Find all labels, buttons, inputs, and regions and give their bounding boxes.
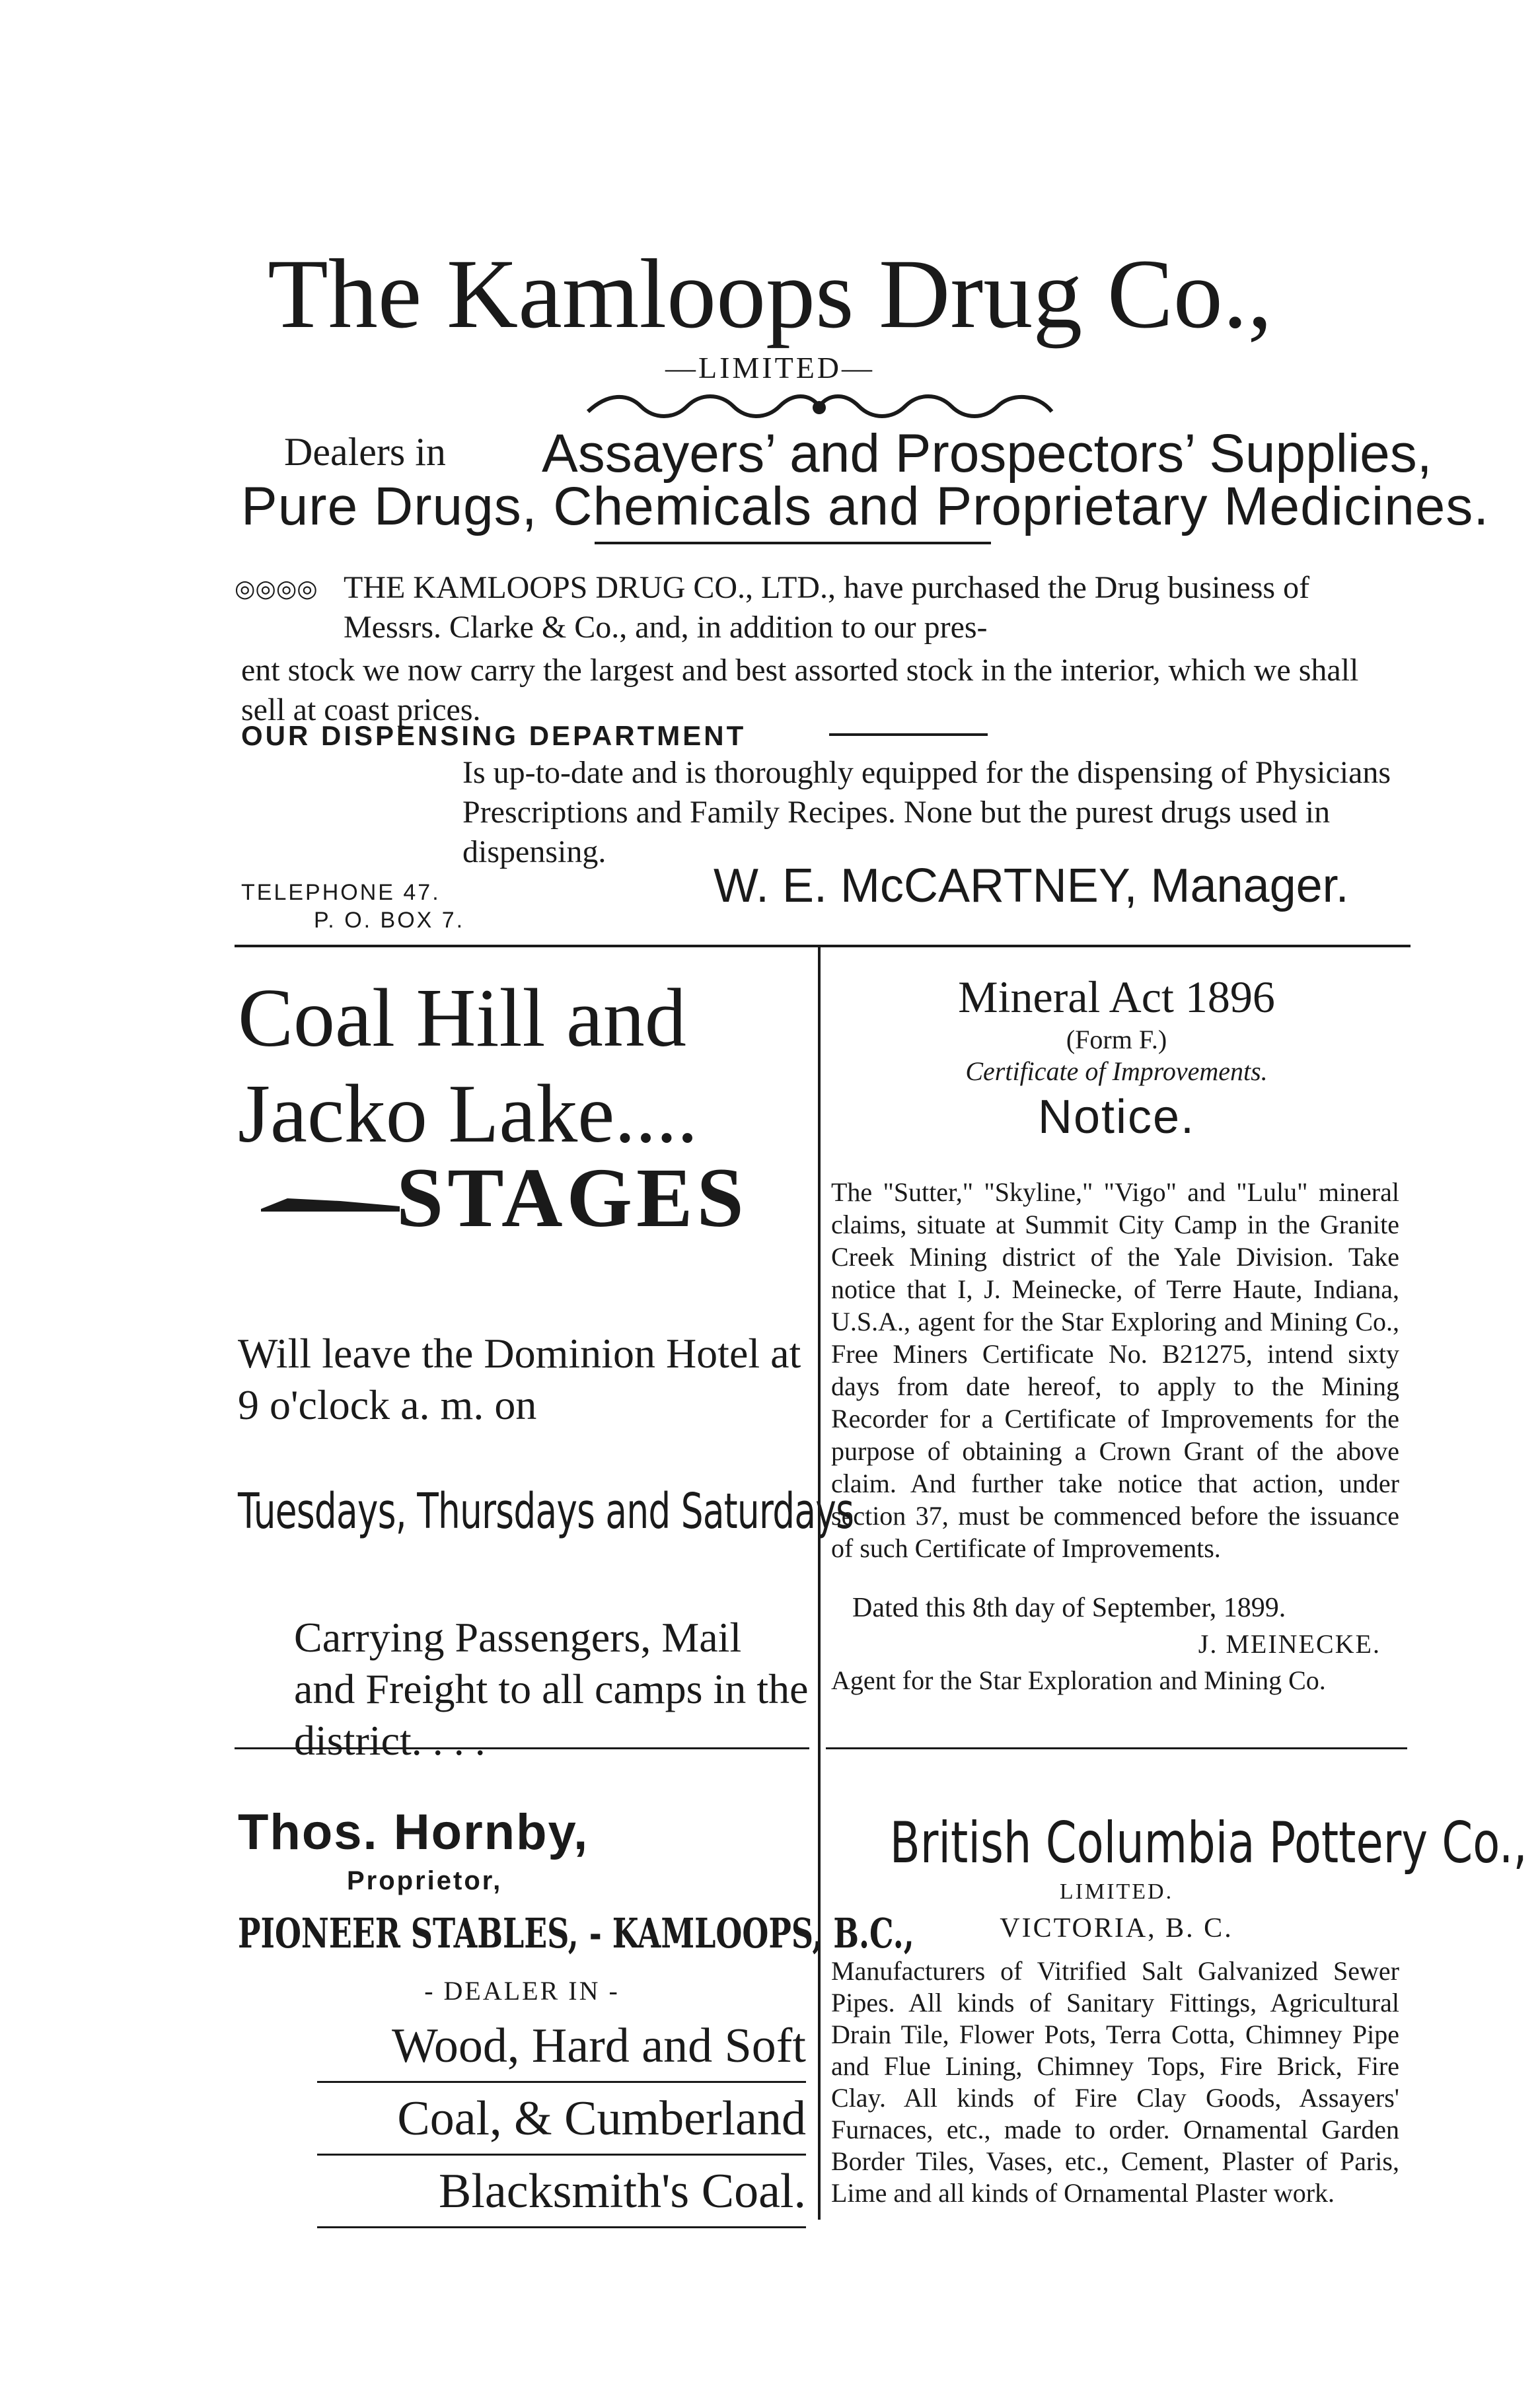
hornby-line-3: Blacksmith's Coal. [439,2164,806,2218]
mineral-act-signature: J. MEINECKE. [1198,1629,1381,1659]
hornby-name: Thos. Hornby, [238,1804,589,1860]
dispensing-body: Is up-to-date and is thoroughly equipped for the dispensing of Physicians Prescriptions and Family Recipes. None but the purest drugs used in dispensing. [462,755,1391,869]
kamloops-limited: —LIMITED— [665,351,875,384]
kamloops-body-line-2: ent stock we now carry the largest and best assorted stock in the interior, which we shall sell at coast prices. [241,653,1359,727]
manager-name: W. E. McCARTNEY, Manager. [714,859,1349,912]
coal-hill-title-1: Coal Hill and [238,972,686,1064]
bc-pottery-title: British Columbia Pottery Co., [889,1810,1527,1876]
telephone: TELEPHONE 47. [241,880,441,905]
departure-text: Will leave the Dominion Hotel at 9 o'clock a. m. on [238,1330,801,1428]
mineral-act-title: Mineral Act 1896 [958,972,1275,1022]
dealers-line-2: Pure Drugs, Chemicals and Proprietary Medicines. [241,476,1490,536]
hornby-rule-3 [317,2226,806,2228]
kamloops-title: The Kamloops Drug Co., [268,239,1272,349]
divider-rule [595,542,991,544]
mineral-act-agent: Agent for the Star Exploration and Mining Co. [831,1665,1326,1695]
bc-pottery-location: VICTORIA, B. C. [1000,1913,1233,1944]
bc-pottery-limited: LIMITED. [1059,1879,1174,1904]
departure-days: Tuesdays, Thursdays and Saturdays [238,1483,854,1540]
mineral-act-form: (Form F.) [1066,1025,1167,1054]
hornby-line-1: Wood, Hard and Soft [391,2019,806,2073]
mineral-act-certificate: Certificate of Improvements. [965,1056,1268,1086]
hornby-stables: PIONEER STABLES, - KAMLOOPS, B.C., [238,1909,914,1957]
mineral-act-body: The "Sutter," "Skyline," "Vigo" and "Lulu" mineral claims, situate at Summit City Camp in the Granite Creek Mining district of the Yale Division. Take notice that I, J. Meinecke, of Terre Haute, Indiana, U.S.A., agent for the Star Exploring and Mining Co., Free Miners Certificate No. B21275, intend sixty days from date hereof, to apply to the Mining Recorder for a Certificate of Improvements for the purpose of obtaining a Crown Grant of the above claim. And further take notice that action, under section 37, must be commenced before the issuance of such Certificate of Improvements. [831,1177,1399,1563]
pointing-hand-icon [261,1194,400,1214]
ornament-divider [581,386,1057,426]
kamloops-body-line-1: THE KAMLOOPS DRUG CO., LTD., have purchased the Drug business of Messrs. Clarke & Co., and, in addition to our pres- [344,570,1310,645]
mineral-act-dated: Dated this 8th day of September, 1899. [852,1593,1286,1623]
stages-heading: STAGES [396,1151,748,1245]
coal-hill-title-2: Jacko Lake.... [238,1068,698,1160]
mineral-act-notice: Notice. [1037,1091,1196,1144]
po-box: P. O. BOX 7. [314,908,465,933]
hornby-dealer-in: - DEALER IN - [424,1976,620,2006]
hornby-rule-1 [317,2081,806,2083]
carrying-text: Carrying Passengers, Mail and Freight to all camps in the district. . . . [294,1614,809,1764]
dealers-prefix: Dealers in [284,430,446,474]
hornby-proprietor: Proprietor, [347,1866,503,1895]
dispensing-rule [829,733,988,736]
section-divider-horizontal [235,945,1411,947]
contact-block [241,879,464,934]
right-column-divider [826,1747,1407,1749]
column-divider-vertical [818,945,821,2220]
hornby-line-2: Coal, & Cumberland [397,2092,806,2146]
dispensing-heading: OUR DISPENSING DEPARTMENT [241,720,747,751]
dealers-line-1: Assayers’ and Prospectors’ Supplies, [542,423,1432,484]
ornament-circles: ◎◎◎◎ [235,575,318,602]
hornby-rule-2 [317,2154,806,2156]
bc-pottery-body: Manufacturers of Vitrified Salt Galvanized Sewer Pipes. All kinds of Sanitary Fittings, Agricultural Drain Tile, Flower Pots, Terra Cotta, Chimney Pipe and Flue Lining, Chimney Tops, Fire Brick, Fire Clay. All kinds of Fire Clay Goods, Assayers' Furnaces, etc., made to order. Ornamental Garden Border Tiles, Vases, etc., Cement, Plaster of Paris, Lime and all kinds of Ornamental Plaster work. [831,1956,1399,2208]
